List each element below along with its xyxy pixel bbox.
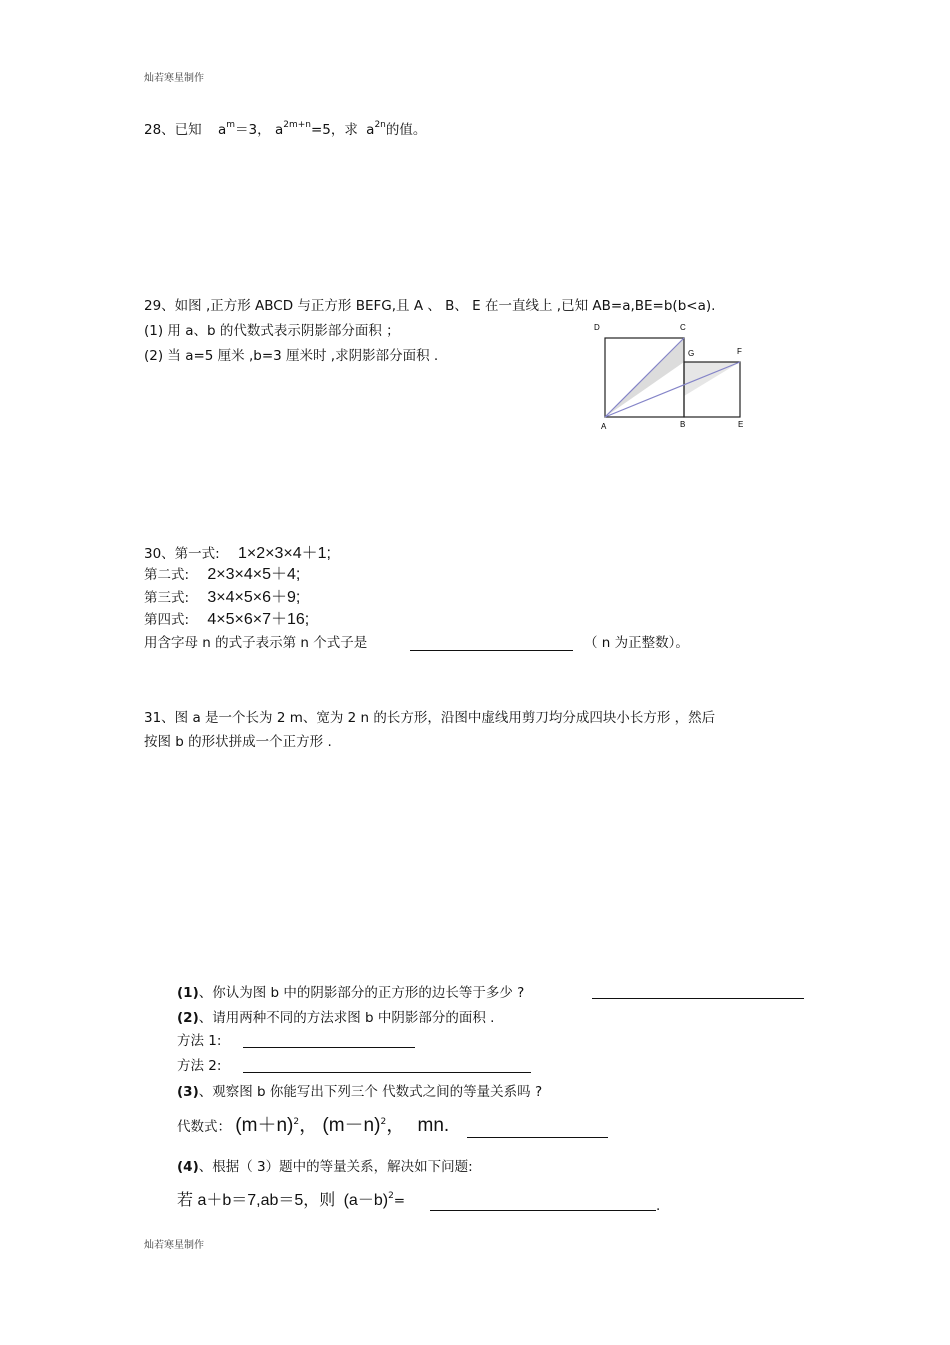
label-a: A xyxy=(601,422,607,431)
q31-method1-label: 方法 1: xyxy=(177,1033,222,1049)
q31-part4: (4)、根据（ 3）题中的等量关系，解决如下问题: xyxy=(177,1159,473,1175)
q31-method2-label: 方法 2: xyxy=(177,1058,222,1074)
q31-part4-period: . xyxy=(656,1198,661,1214)
q31-part4-blank[interactable] xyxy=(430,1210,656,1211)
label-d: D xyxy=(594,323,600,332)
q31-stem-line1: 31、图 a 是一个长为 2 m、宽为 2 n 的长方形，沿图中虚线用剪刀均分成四块小长方形 ，然后 xyxy=(144,710,716,726)
label-c: C xyxy=(680,323,686,332)
question-29-part1: (1) 用 a、b 的代数式表示阴影部分面积 ； xyxy=(144,323,400,339)
page-footer: 灿若寒星制作 xyxy=(144,1240,204,1251)
q30-question-tail: （ n 为正整数）。 xyxy=(584,635,689,651)
q31-expressions: 代数式： $(m+n)^2$， $(m-n)^2$， mn. xyxy=(177,1115,450,1136)
question-29-part2: (2) 当 a=5 厘米 ,b=3 厘米时 ,求阴影部分面积 . xyxy=(144,348,439,364)
page-header: 灿若寒星制作 xyxy=(144,73,204,84)
q31-stem-line2: 按图 b 的形状拼成一个正方形 . xyxy=(144,734,332,750)
label-e: E xyxy=(738,420,744,429)
q31-part2: (2)、请用两种不同的方法求图 b 中阴影部分的面积 . xyxy=(177,1010,495,1026)
label-g: G xyxy=(688,349,695,358)
q31-part1-blank[interactable] xyxy=(592,998,804,999)
question-29-stem: 29、如图 ,正方形 ABCD 与正方形 BEFG,且 A 、 B、 E 在一直线上 ,已知 AB=a,BE=b(b<a). xyxy=(144,298,716,314)
line-ac xyxy=(605,338,684,417)
q31-part3-blank[interactable] xyxy=(467,1137,608,1138)
q31-method2-blank[interactable] xyxy=(243,1072,531,1073)
q31-method1-blank[interactable] xyxy=(243,1047,415,1048)
q30-question: 用含字母 n 的式子表示第 n 个式子是 xyxy=(144,635,368,651)
square-figure xyxy=(588,316,758,434)
line-af xyxy=(605,362,740,417)
q30-line4: 第四式: 4×5×6×7＋16; xyxy=(144,611,310,628)
question-28: 28、已知 $a^m=3$， $a^{2m+n}=5$，求 $a^{2n}$的值。 xyxy=(144,120,427,138)
q31-part4-condition: 若 a＋b＝7,ab＝5，则 $(a-b)^2=$ xyxy=(177,1191,406,1209)
q30-line2: 第二式: 2×3×4×5＋4; xyxy=(144,566,301,583)
q28-number: 28、已知 xyxy=(144,122,202,138)
q30-line3: 第三式: 3×4×5×6＋9; xyxy=(144,589,301,606)
q31-part3: (3)、观察图 b 你能写出下列三个 代数式之间的等量关系吗 ? xyxy=(177,1084,543,1100)
label-f: F xyxy=(737,347,742,356)
q30-line1: 30、第一式: 1×2×3×4＋1; xyxy=(144,545,332,562)
q31-part1: (1)、你认为图 b 中的阴影部分的正方形的边长等于多少 ? xyxy=(177,985,525,1001)
q30-answer-blank[interactable] xyxy=(410,650,573,651)
label-b: B xyxy=(680,420,686,429)
shaded-region-right xyxy=(684,362,740,396)
